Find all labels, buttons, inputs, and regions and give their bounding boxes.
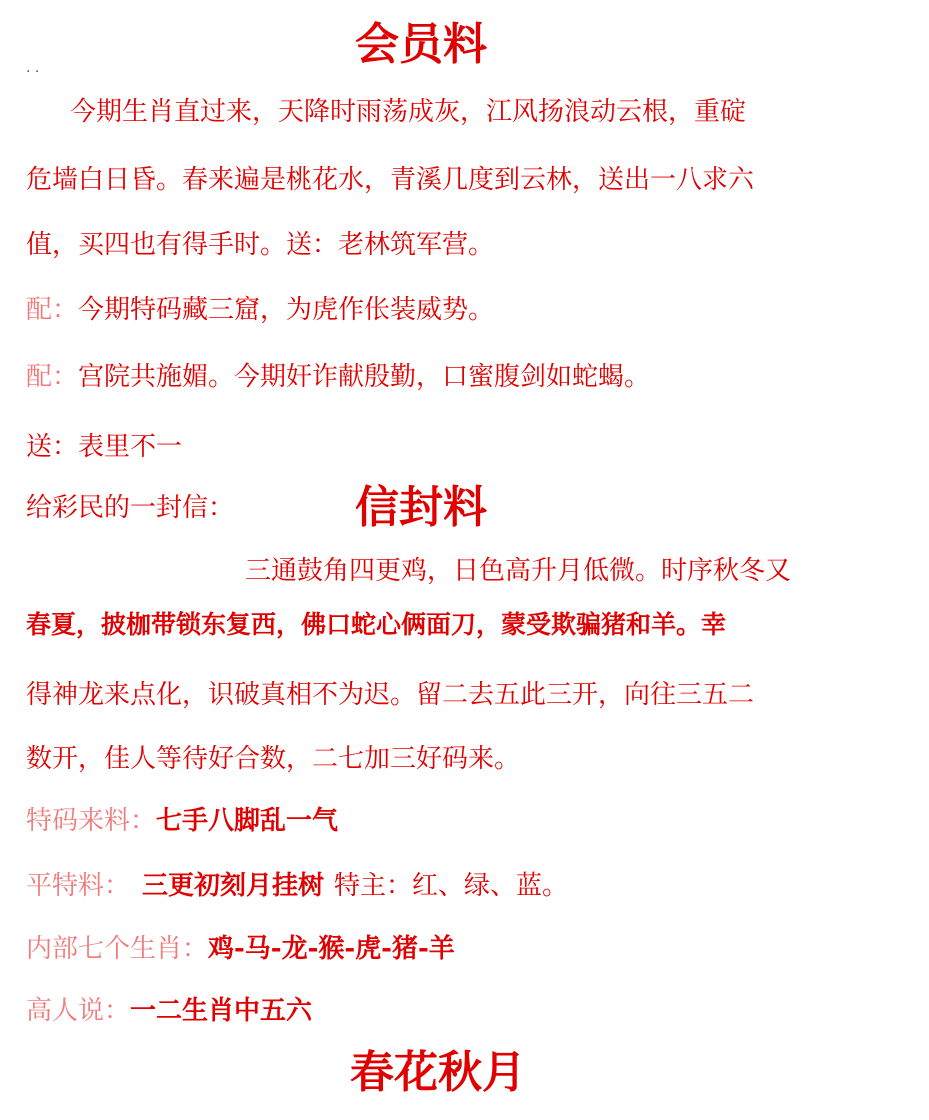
song-text: 表里不一 [78, 432, 183, 462]
row2-suffix: 特主：红、绿、蓝。 [334, 871, 569, 901]
row-expert-says [26, 996, 312, 1026]
para2-line2: 春夏，披枷带锁东复西，佛口蛇心俩面刀，蒙受欺骗猪和羊。幸 [26, 610, 727, 639]
song-line [26, 432, 182, 462]
row4-label: 高人说： [26, 996, 131, 1026]
row-seven-zodiacs [26, 934, 455, 964]
para2-line3: 得神龙来点化，识破真相不为迟。留二去五此三开，向往三五二 [26, 680, 755, 710]
row2-label: 平特料： [26, 871, 131, 901]
row1-value: 七手八脚乱一气 [156, 806, 339, 836]
pei-label-2: 配： [26, 362, 79, 392]
para2-line1: 三通鼓角四更鸡，日色高升月低微。时序秋冬又 [245, 556, 792, 586]
title-letter-material: 信封料 [355, 482, 487, 533]
row3-value: 鸡-马-龙-猴-虎-猪-羊 [208, 934, 455, 964]
stray-mark: . . [26, 60, 40, 76]
pei-text-2: 宫院共施媚。今期奸诈献殷勤，口蜜腹剑如蛇蝎。 [78, 362, 651, 392]
song-label: 送： [26, 432, 79, 462]
pei-label-1: 配： [26, 295, 79, 325]
row-flat-special [26, 871, 568, 901]
row3-label: 内部七个生肖： [26, 934, 209, 964]
para1-line3: 值，买四也有得手时。送：老林筑军营。 [26, 230, 495, 260]
pei-line-2 [26, 362, 650, 392]
title-member-material: 会员料 [355, 19, 487, 70]
pei-text-1: 今期特码藏三窟，为虎作伥装威势。 [78, 295, 495, 325]
para2-line4: 数开，佳人等待好合数，二七加三好码来。 [26, 744, 521, 774]
title-spring-autumn: 春花秋月 [350, 1047, 526, 1098]
row-special-code [26, 806, 338, 836]
row4-value: 一二生肖中五六 [130, 996, 313, 1026]
row1-label: 特码来料： [26, 806, 157, 836]
row2-value: 三更初刻月挂树 [142, 871, 325, 901]
para1-line1: 今期生肖直过来，天降时雨荡成灰，江风扬浪动云根，重碇 [70, 97, 747, 127]
pei-line-1 [26, 295, 494, 325]
para1-line2: 危墙白日昏。春来遍是桃花水，青溪几度到云林，送出一八求六 [26, 165, 755, 195]
letter-intro: 给彩民的一封信： [26, 493, 235, 523]
